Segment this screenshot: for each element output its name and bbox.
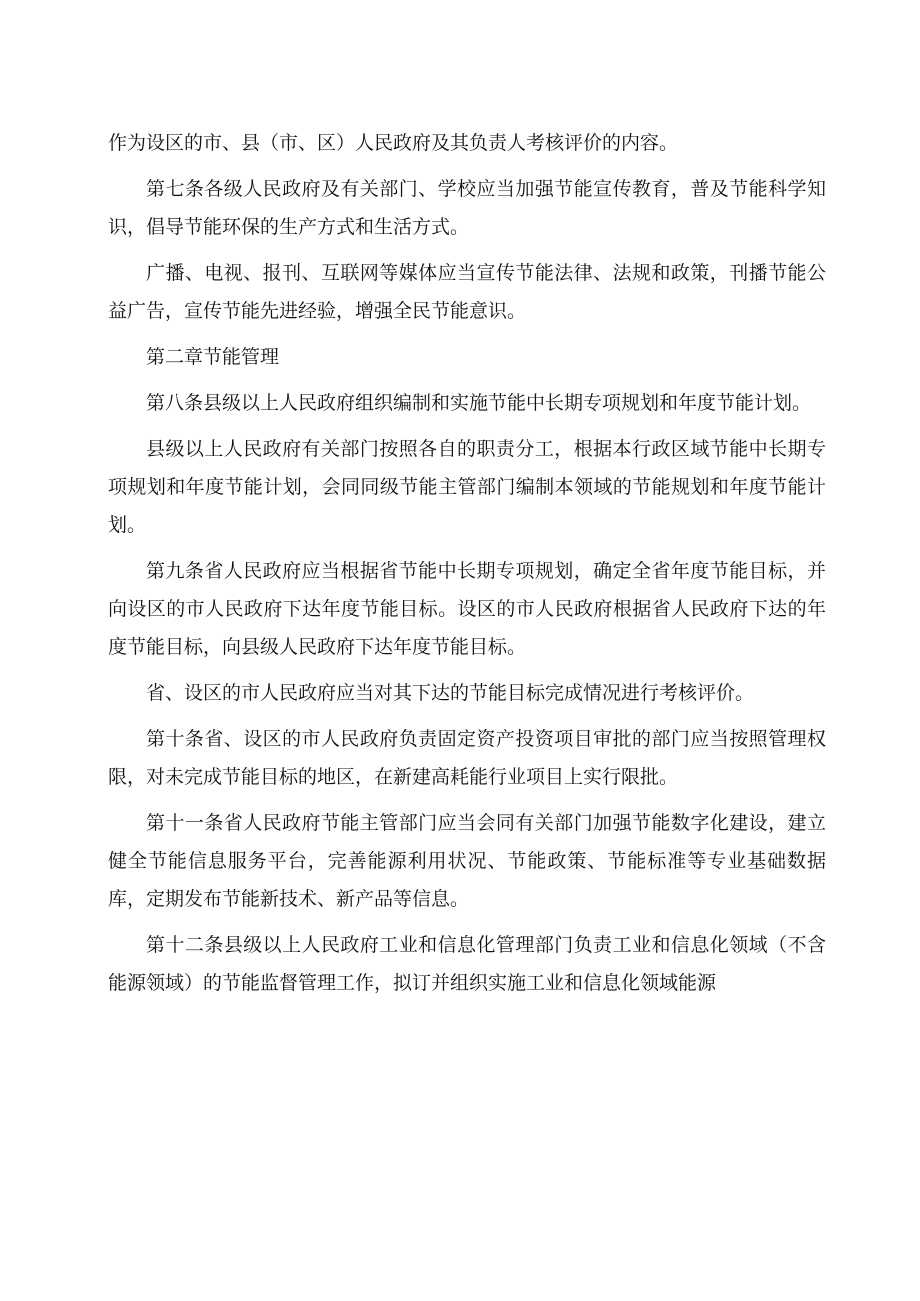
paragraph-article-12: 第十二条县级以上人民政府工业和信息化管理部门负责工业和信息化领域（不含能源领域）的节能监督管理工作，拟订并组织实施工业和信息化领域能源 [108, 934, 826, 994]
paragraph-media-publicity: 广播、电视、报刊、互联网等媒体应当宣传节能法律、法规和政策，刊播节能公益广告，宣传节能先进经验，增强全民节能意识。 [108, 262, 826, 322]
document-body [108, 124, 826, 1010]
paragraph-article-7: 第七条各级人民政府及有关部门、学校应当加强节能宣传教育，普及节能科学知识，倡导节能环保的生产方式和生活方式。 [108, 178, 826, 238]
paragraph-article-11: 第十一条省人民政府节能主管部门应当会同有关部门加强节能数字化建设，建立健全节能信息服务平台，完善能源利用状况、节能政策、节能标准等专业基础数据库，定期发布节能新技术、新产品等信息。 [108, 812, 826, 910]
paragraph-article-10: 第十条省、设区的市人民政府负责固定资产投资项目审批的部门应当按照管理权限，对未完成节能目标的地区，在新建高耗能行业项目上实行限批。 [108, 728, 826, 788]
paragraph-article-8: 第八条县级以上人民政府组织编制和实施节能中长期专项规划和年度节能计划。 [146, 392, 812, 414]
paragraph-article-9-evaluation: 省、设区的市人民政府应当对其下达的节能目标完成情况进行考核评价。 [146, 682, 755, 704]
paragraph-continuation: 作为设区的市、县（市、区）人民政府及其负责人考核评价的内容。 [108, 132, 679, 154]
chapter-heading: 第二章节能管理 [146, 346, 280, 368]
paragraph-article-8-departments: 县级以上人民政府有关部门按照各自的职责分工，根据本行政区域节能中长期专项规划和年度节能计划，会同同级节能主管部门编制本领域的节能规划和年度节能计划。 [108, 438, 826, 536]
paragraph-article-9: 第九条省人民政府应当根据省节能中长期专项规划，确定全省年度节能目标，并向设区的市人民政府下达年度节能目标。设区的市人民政府根据省人民政府下达的年度节能目标，向县级人民政府下达年度节能目标。 [108, 560, 826, 658]
